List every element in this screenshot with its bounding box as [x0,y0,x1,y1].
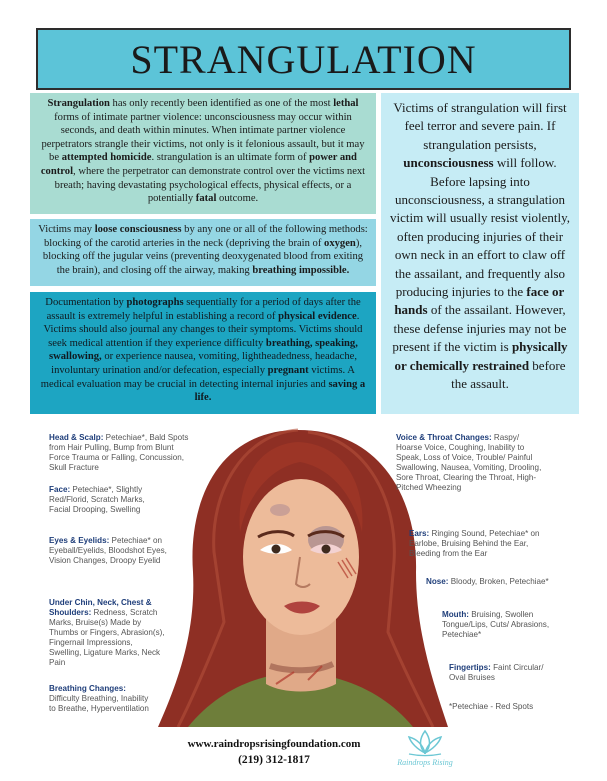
phone-number: (219) 312-1817 [238,754,310,766]
label-chin-neck: Under Chin, Neck, Chest & Shoulders: Redness, Scratch Marks, Bruise(s) Made by Thumbs or Fingers, Abrasion(s), Fingernail Impressions, Swelling, Ligature Marks, Neck Pain [49,598,165,667]
title-banner [36,28,571,90]
website-link[interactable]: www.raindropsrisingfoundation.com [187,738,361,750]
label-ears: Ears: Ringing Sound, Petechiae* on Earlobe, Bruising Behind the Ear, Bleeding from the Ear [409,529,540,558]
label-nose: Nose: Bloody, Broken, Petechiae* [426,577,549,586]
page-title: STRANGULATION [130,36,477,82]
label-breathing: Breathing Changes: Difficulty Breathing, Inability to Breathe, Hyperventilation [49,684,149,713]
petechiae-note: *Petechiae - Red Spots [449,702,534,711]
intro-paragraph: Strangulation has only recently been identified as one of the most lethal forms of intimate partner violence: unconsciousness may occur within seconds, and death within minutes. When intimate partner violence perpetrators strangle their victims, not only is it felonious assault, but it may be attempted homicide. strangulation is an ultimate form of power and control, where the perpetrator can demonstrate control over the victims next breath; having devastating psychological effects, physical effects, or a potentially fatal outcome. [30,93,376,214]
raindrops-rising-logo: Raindrops Rising [392,727,458,775]
label-eyes: Eyes & Eyelids: Petechiae* on Eyeball/Eyelids, Bloodshot Eyes, Vision Changes, Droopy Eyelid [49,536,167,565]
label-voice-throat: Voice & Throat Changes: Raspy/ Hoarse Voice, Coughing, Inability to Speak, Loss of Voice, Trouble/ Painful Swallowing, Nausea, Vomiting, Drooling, Sore Throat, Clearing the Throat, High-Pitched Wheezing [396,433,542,492]
label-fingertips: Fingertips: Faint Circular/ Oval Bruises [449,663,544,682]
label-mouth: Mouth: Bruising, Swollen Tongue/Lips, Cuts/ Abrasions, Petechiae* [442,610,550,639]
lotus-icon [403,727,447,757]
label-face: Face: Petechiae*, Slightly Red/Florid, Scratch Marks, Facial Drooping, Swelling [49,485,145,514]
consciousness-paragraph: Victims may loose consciousness by any one or all of the following methods: blocking of the carotid arteries in the neck (depriving the brain of oxygen), blocking off the jugular veins (preventing deoxygenated blood from exiting the brain), and closing off the airway, making breathing impossible. [30,219,376,286]
victims-sidebar: Victims of strangulation will first feel terror and severe pain. If strangulation persists, unconsciousness will follow. Before lapsing into unconsciousness, a strangulation victim will usually resist violently, often producing injuries of their own neck in an effort to claw off the assailant, and frequently also producing injuries to the face or hands of the assailant. However, these defense injuries may not be present if the victim is physically or chemically restrained before the assault. [381,93,579,414]
documentation-paragraph: Documentation by photographs sequentially for a period of days after the assault is extremely helpful in establishing a record of physical evidence. Victims should also journal any changes to their symptoms. Victims should seek medical attention if they experience difficulty breathing, speaking, swallowing, or experience nausea, vomiting, lightheadedness, headache, involuntary urination and/or defecation, especially pregnant victims. A medical evaluation may be crucial in detecting internal injuries and saving a life. [30,292,376,414]
label-head-scalp: Head & Scalp: Petechiae*, Bald Spots from Hair Pulling, Bump from Blunt Force Trauma or Falling, Concussion, Skull Fracture [49,433,189,472]
